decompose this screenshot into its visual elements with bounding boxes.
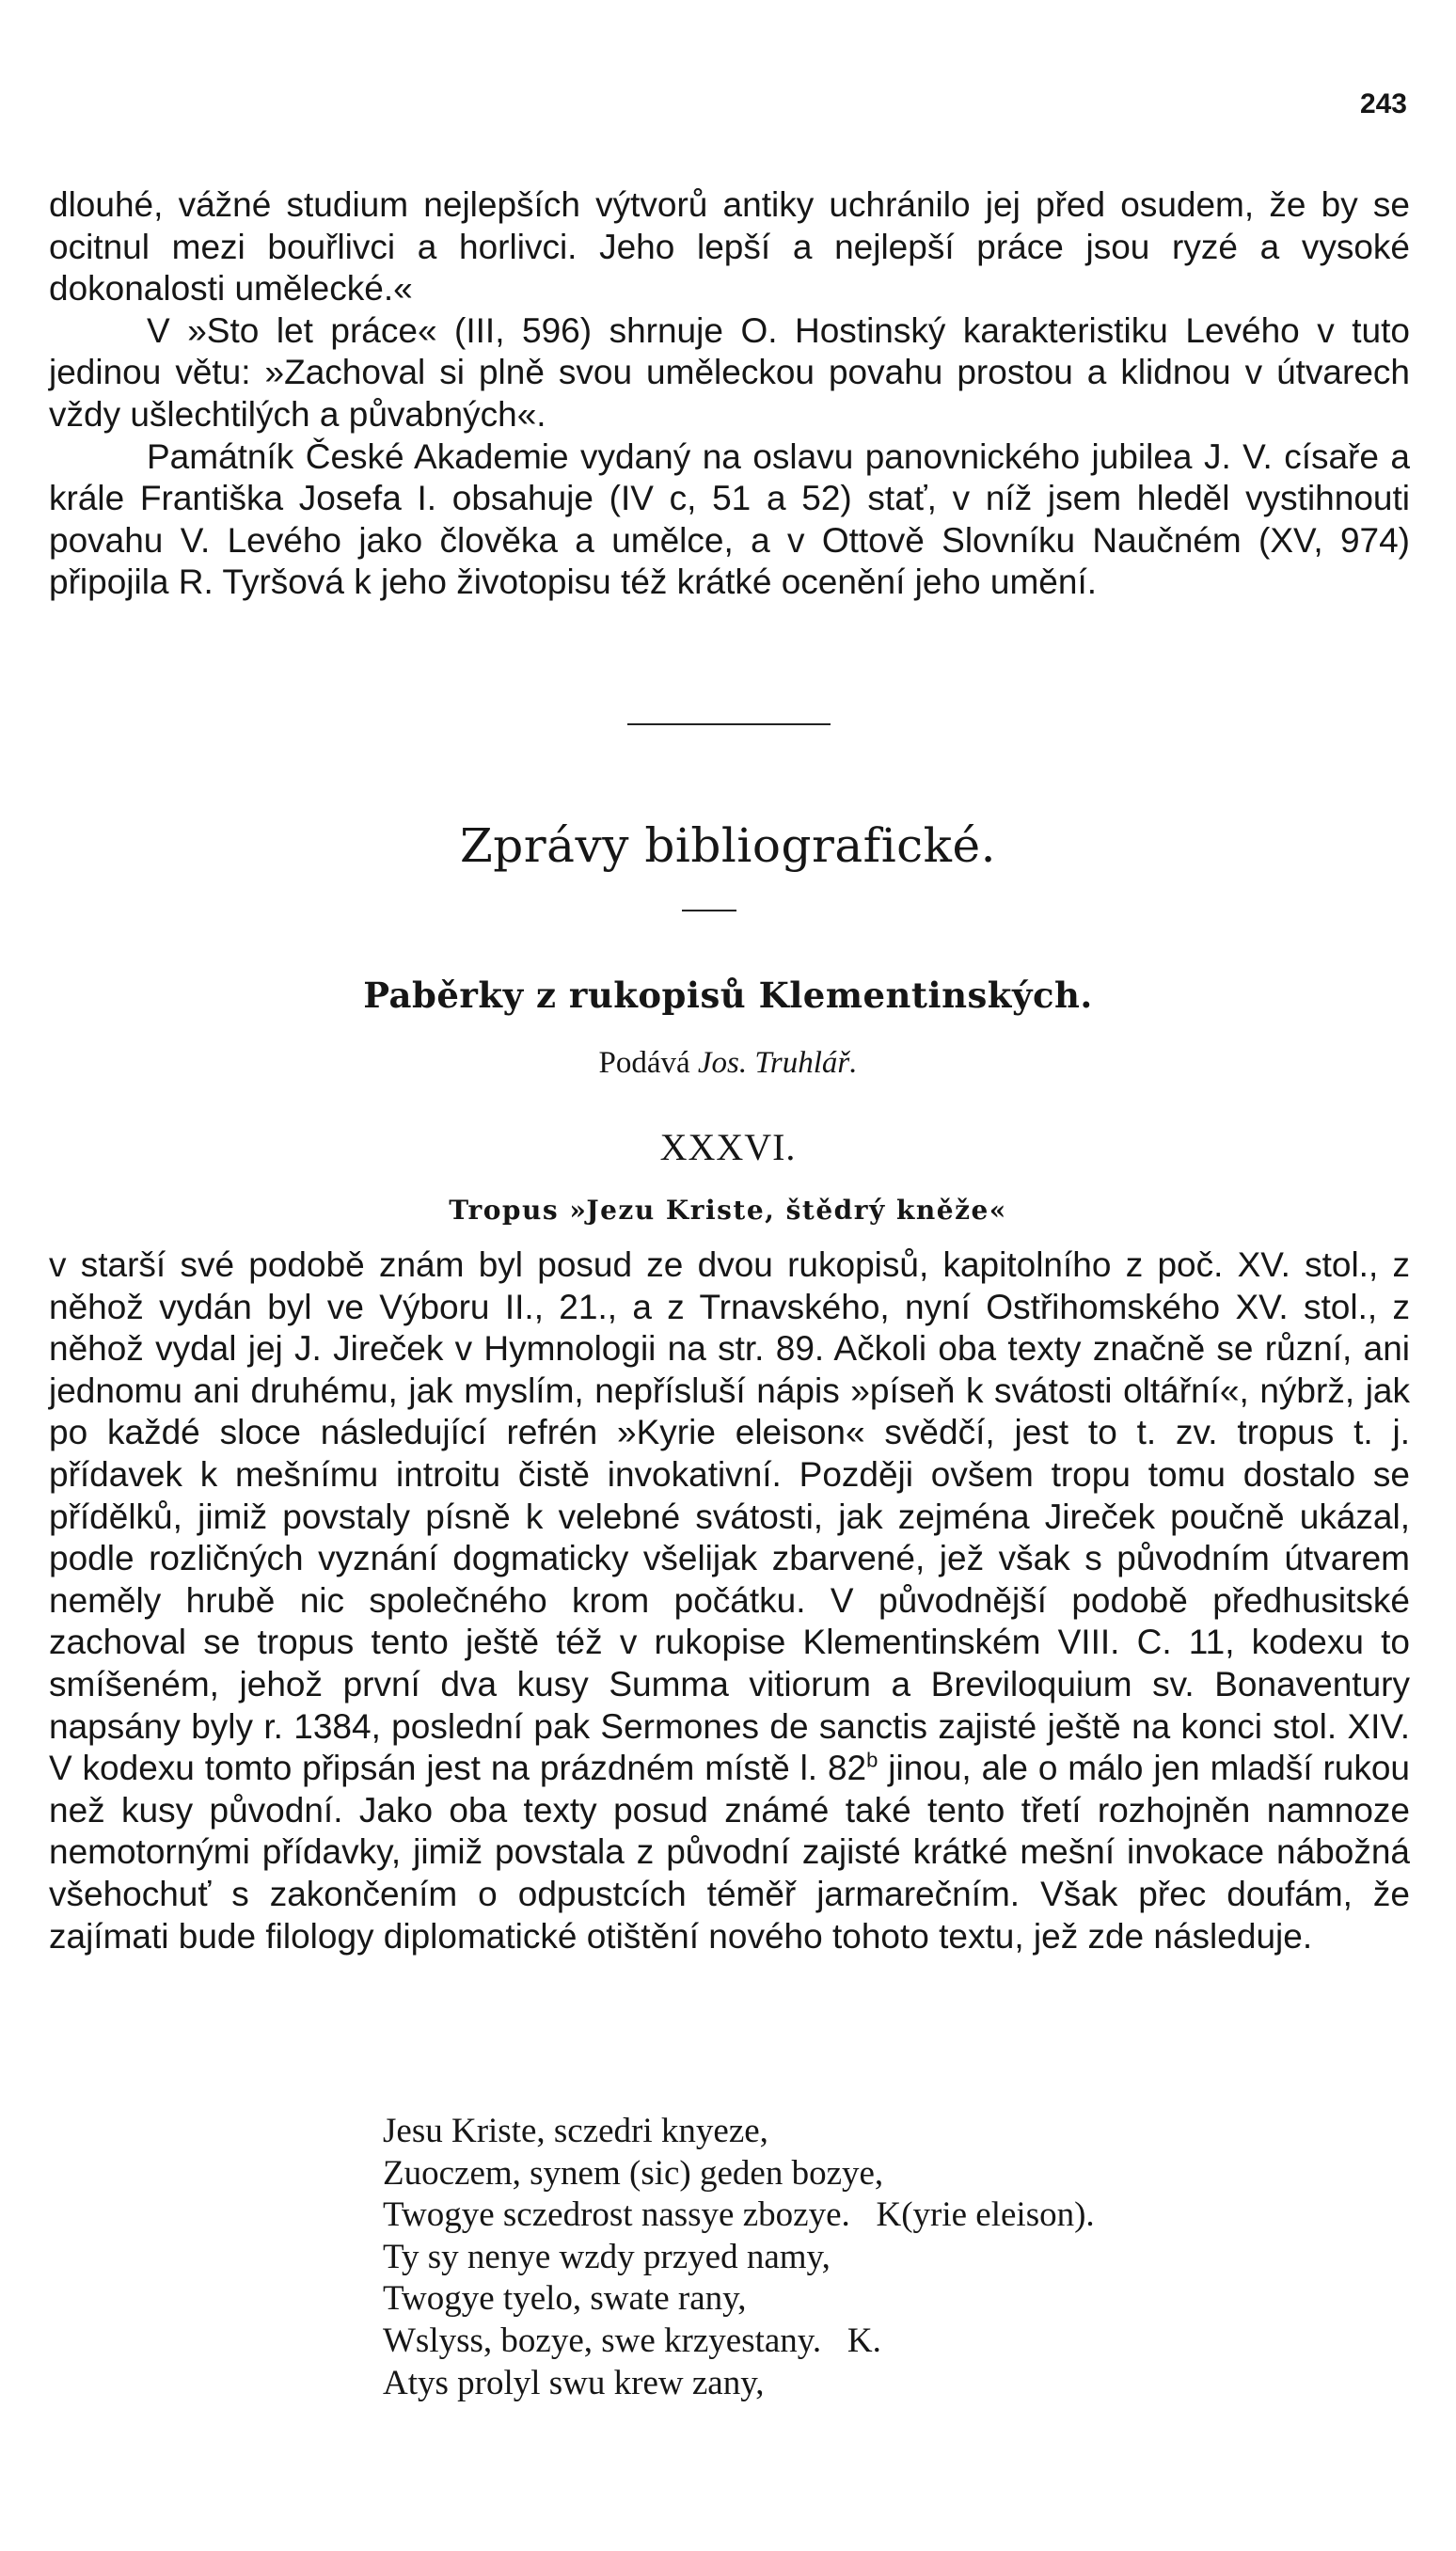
byline-prefix: Podává <box>598 1046 690 1080</box>
paragraph-tropus-part1: v starší své podobě znám byl posud ze dvou rukopisů, kapitolního z poč. XV. stol., z něhož vydán byl ve Výboru II., 21., a z Trnavského, nyní Ostřihomského XV. stol., z něhož vydal jej J. Jireček v Hymnologii na str. 89. Ačkoli oba texty značně se různí, ani jednomu ani druhému, jak myslím, nepřísluší nápis »píseň k svátosti oltářní«, nýbrž, jak po každé sloce následující refrén »Kyrie eleison« svědčí, jest to t. zv. tropus t. j. přídavek k mešnímu introitu čistě invokativní. Později ovšem tropu tomu dostalo se přídělků, jimiž povstaly písně k velebné svátosti, jak zejména Jireček poučně ukázal, podle rozličných vyznání dogmaticky všelijak zbarvené, jež však s původním útvarem neměly hrubě nic společného krom počátku. V původnější podobě předhusitské zachoval se tropus tento ještě též v rukopise Klementinském VIII. C. 11, kodexu to smíšeném, jehož první dva kusy Summa vitiorum a Breviloquium sv. Bonaventury napsány byly r. 1384, poslední pak Sermones de sanctis zajisté ještě na konci stol. XIV. V kodexu tomto připsán jest na prázdném místě l. 82 <box>49 1245 1410 1788</box>
part-number: XXXVI. <box>659 1126 797 1168</box>
poem-line: Twogye tyelo, swate rany, <box>383 2279 747 2319</box>
paragraph-pamatnik: Památník České Akademie vydaný na oslavu panovnického jubilea J. V. císaře a krále Františka Josefa I. obsahuje (IV c, 51 a 52) stať, v níž jsem hleděl vystihnouti povahu V. Levého jako člověka a umělce, a v Ottově Slovníku Naučném (XV, 974) připojila R. Tyršová k jeho životopisu též krátké ocenění jeho umění. <box>49 436 1410 602</box>
paragraph-tropus-part2: jinou, ale o málo jen mladší rukou než kusy původní. Jako oba texty posud známé také tento třetí rozhojněn namnoze nemotornými přídavky, jimiž povstala z původní zajisté krátké mešní invokace nábožná všehochuť s zakončením o odpustcích téměř jarmarečním. Však přec doufám, že zajímati bude filology diplomatické otištění nového tohoto textu, jež zde následuje. <box>49 1749 1410 1956</box>
paragraph-hostinsky: V »Sto let práce« (III, 596) shrnuje O. Hostinský karakteristiku Levého v tuto jedinou větu: »Zachoval si plně svou uměleckou povahu prostou a klidnou v útvarech vždy ušlechtilých a půvabných«. <box>49 310 1410 434</box>
section-title: Zprávy bibliografické. <box>460 818 996 873</box>
article-title: Paběrky z rukopisů Klementinských. <box>363 974 1093 1016</box>
paragraph-continuation: dlouhé, vážné studium nejlepších výtvorů antiky uchránilo jej před osudem, že by se ocitnul mezi bouřlivci a horlivci. Jeho lepší a nejlepší práce jsou ryzé a vysoké dokonalosti umělecké.« <box>49 185 1410 309</box>
paragraph-tropus <box>49 1244 1410 1957</box>
title-divider <box>682 910 736 911</box>
poem-line: Jesu Kriste, sczedri knyeze, <box>383 2112 768 2150</box>
poem-block <box>383 2111 1095 2404</box>
article-subtitle: Tropus »Jezu Kriste, štědrý kněže« <box>449 1195 1007 1226</box>
folio-superscript: b <box>866 1748 878 1772</box>
page-number: 243 <box>1359 88 1407 119</box>
poem-line: Wslyss, bozye, swe krzyestany. K. <box>383 2321 881 2360</box>
byline-author: Jos. Truhlář. <box>697 1046 858 1080</box>
poem-line: Zuoczem, synem (sic) geden bozye, <box>383 2153 884 2193</box>
top-text-block <box>49 184 1410 604</box>
poem-line: Ty sy nenye wzdy przyed namy, <box>383 2237 831 2276</box>
section-divider <box>627 723 831 725</box>
body-text-block <box>49 1244 1410 1957</box>
poem-line: Twogye sczedrost nassye zbozye. K(yrie eleison). <box>383 2195 1095 2235</box>
byline <box>0 1046 1456 1081</box>
poem-line: Atys prolyl swu krew zany, <box>383 2363 765 2402</box>
